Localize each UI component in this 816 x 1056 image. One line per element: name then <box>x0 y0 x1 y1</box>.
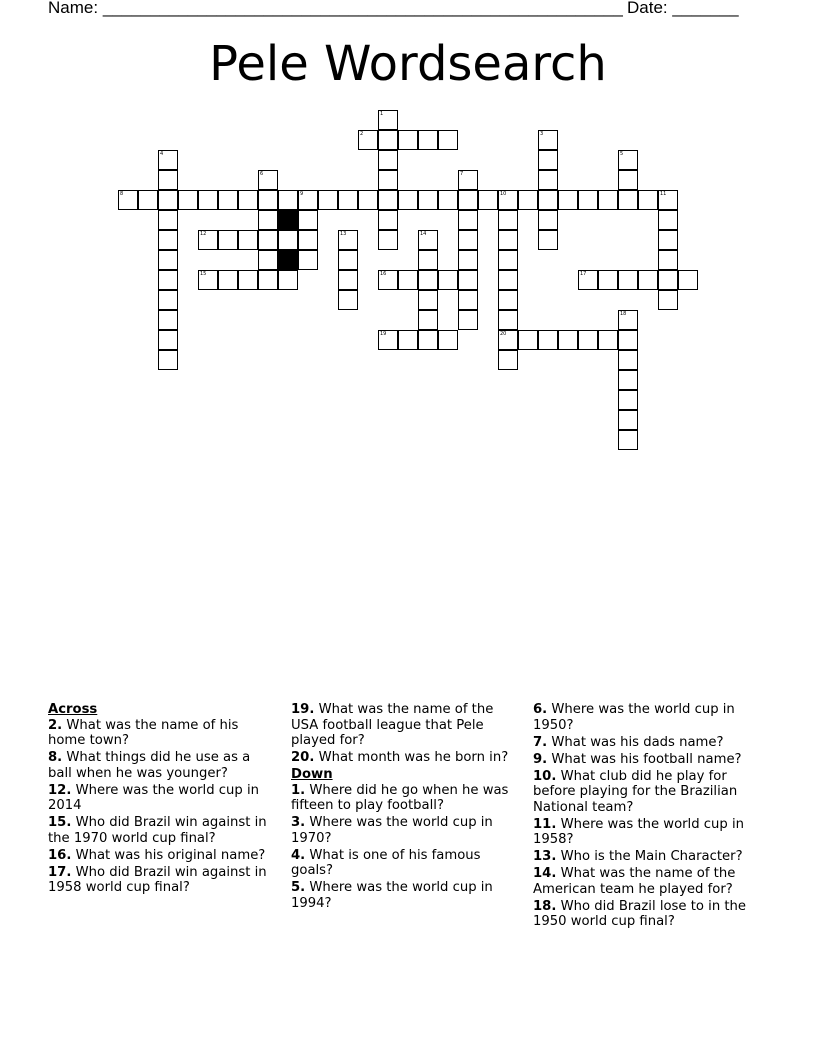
grid-cell[interactable] <box>238 230 258 250</box>
clue-item <box>533 702 763 733</box>
grid-cell[interactable] <box>258 250 278 270</box>
grid-cell[interactable] <box>658 190 678 210</box>
black-cell <box>278 210 298 230</box>
clue-item <box>533 752 763 768</box>
clues-column-3 <box>533 702 763 931</box>
clue-text: What is one of his famous goals? <box>291 847 481 878</box>
grid-cell[interactable] <box>418 190 438 210</box>
grid-cell[interactable] <box>638 270 658 290</box>
grid-cell[interactable] <box>118 190 138 210</box>
grid-cell[interactable] <box>158 190 178 210</box>
clue-item <box>533 735 763 751</box>
grid-cell[interactable] <box>418 250 438 270</box>
grid-cell[interactable] <box>378 130 398 150</box>
grid-cell[interactable] <box>258 210 278 230</box>
grid-cell[interactable] <box>598 330 618 350</box>
grid-cell[interactable] <box>358 190 378 210</box>
grid-cell[interactable] <box>678 270 698 290</box>
clue-number: 6 <box>260 171 264 177</box>
grid-cell[interactable] <box>498 190 518 210</box>
clue-number: 18 <box>620 311 627 317</box>
clue-text: Who did Brazil win against in the 1970 world cup final? <box>48 815 267 846</box>
clue-item <box>48 815 278 846</box>
grid-cell[interactable] <box>538 150 558 170</box>
grid-cell[interactable] <box>618 390 638 410</box>
clue-number-label: 14. <box>533 866 557 881</box>
grid-cell[interactable] <box>538 190 558 210</box>
grid-cell[interactable] <box>638 190 658 210</box>
grid-cell[interactable] <box>498 350 518 370</box>
grid-cell[interactable] <box>618 430 638 450</box>
clue-number: 7 <box>460 171 464 177</box>
grid-cell[interactable] <box>498 310 518 330</box>
clue-text: What was his dads name? <box>547 734 724 750</box>
clue-number-label: 9. <box>533 751 548 767</box>
grid-cell[interactable] <box>458 250 478 270</box>
grid-cell[interactable] <box>338 290 358 310</box>
clue-item <box>291 750 521 766</box>
across-clue-list-continued <box>291 702 521 766</box>
clue-number: 4 <box>160 151 164 157</box>
clue-text: Where was the world cup in 1958? <box>533 816 744 847</box>
grid-cell[interactable] <box>338 190 358 210</box>
clue-item <box>533 866 763 897</box>
clue-text: What was the name of the American team he played for? <box>533 866 736 897</box>
clue-number-label: 20. <box>291 750 315 765</box>
clue-number: 19 <box>380 331 387 337</box>
clue-number-label: 17. <box>48 864 72 880</box>
crossword-grid <box>0 0 816 470</box>
grid-cell[interactable] <box>418 130 438 150</box>
clue-number-label: 19. <box>291 702 315 717</box>
grid-cell[interactable] <box>518 330 538 350</box>
grid-cell[interactable] <box>498 330 518 350</box>
grid-cell[interactable] <box>598 270 618 290</box>
grid-cell[interactable] <box>418 290 438 310</box>
grid-cell[interactable] <box>258 230 278 250</box>
grid-cell[interactable] <box>618 330 638 350</box>
grid-cell[interactable] <box>278 270 298 290</box>
clue-number: 5 <box>620 151 624 157</box>
grid-cell[interactable] <box>398 330 418 350</box>
clue-number: 12 <box>200 231 207 237</box>
grid-cell[interactable] <box>618 370 638 390</box>
clue-item <box>48 718 278 749</box>
grid-cell[interactable] <box>618 410 638 430</box>
grid-cell[interactable] <box>378 150 398 170</box>
grid-cell[interactable] <box>158 290 178 310</box>
grid-cell[interactable] <box>658 290 678 310</box>
grid-cell[interactable] <box>238 190 258 210</box>
clue-item <box>533 899 763 930</box>
grid-cell[interactable] <box>478 190 498 210</box>
grid-cell[interactable] <box>158 170 178 190</box>
down-clue-list-continued <box>533 702 763 930</box>
clue-text: Who did Brazil win against in 1958 world cup final? <box>48 864 267 895</box>
clue-number: 2 <box>360 131 364 137</box>
grid-cell[interactable] <box>438 190 458 210</box>
clue-number-label: 6. <box>533 702 548 717</box>
grid-cell[interactable] <box>598 190 618 210</box>
grid-cell[interactable] <box>158 250 178 270</box>
grid-cell[interactable] <box>378 190 398 210</box>
clue-item <box>48 783 278 814</box>
grid-cell[interactable] <box>218 230 238 250</box>
clue-number-label: 11. <box>533 816 557 832</box>
grid-cell[interactable] <box>418 310 438 330</box>
grid-cell[interactable] <box>338 250 358 270</box>
grid-cell[interactable] <box>158 350 178 370</box>
clue-number-label: 1. <box>291 782 306 798</box>
clue-item <box>48 848 278 864</box>
grid-cell[interactable] <box>658 270 678 290</box>
grid-cell[interactable] <box>198 190 218 210</box>
grid-cell[interactable] <box>398 130 418 150</box>
clue-number-label: 10. <box>533 768 557 784</box>
grid-cell[interactable] <box>158 310 178 330</box>
clue-text: What things did he use as a ball when he was younger? <box>48 750 251 781</box>
clue-text: What month was he born in? <box>314 750 509 765</box>
clue-item <box>533 769 763 816</box>
grid-cell[interactable] <box>338 230 358 250</box>
grid-cell[interactable] <box>578 330 598 350</box>
grid-cell[interactable] <box>498 290 518 310</box>
grid-cell[interactable] <box>398 270 418 290</box>
grid-cell[interactable] <box>538 230 558 250</box>
clue-item <box>291 815 521 846</box>
clue-item <box>48 865 278 896</box>
clue-number: 14 <box>420 231 427 237</box>
grid-cell[interactable] <box>178 190 198 210</box>
grid-cell[interactable] <box>458 190 478 210</box>
grid-cell[interactable] <box>438 330 458 350</box>
grid-cell[interactable] <box>498 250 518 270</box>
grid-cell[interactable] <box>298 190 318 210</box>
grid-cell[interactable] <box>658 230 678 250</box>
grid-cell[interactable] <box>558 330 578 350</box>
clue-number: 17 <box>580 271 587 277</box>
black-cell <box>278 250 298 270</box>
clue-number: 3 <box>540 131 544 137</box>
clue-text: What was his original name? <box>71 847 266 863</box>
clue-text: What was the name of his home town? <box>48 717 239 748</box>
grid-cell[interactable] <box>378 230 398 250</box>
clue-text: Where was the world cup in 2014 <box>48 782 259 813</box>
grid-cell[interactable] <box>378 270 398 290</box>
name-label: Name: <box>48 0 99 17</box>
clue-text: What club did he play for before playing for the Brazilian National team? <box>533 768 738 815</box>
grid-cell[interactable] <box>418 230 438 250</box>
clue-number-label: 15. <box>48 815 72 830</box>
clues-column-2 <box>291 702 521 913</box>
grid-cell[interactable] <box>538 330 558 350</box>
clues-column-1 <box>48 702 278 897</box>
grid-cell[interactable] <box>458 270 478 290</box>
clue-item <box>48 750 278 781</box>
grid-cell[interactable] <box>438 270 458 290</box>
clue-number-label: 13. <box>533 849 557 864</box>
clue-number-label: 12. <box>48 782 72 798</box>
clue-number: 1 <box>380 111 384 117</box>
grid-cell[interactable] <box>378 210 398 230</box>
clue-text: Who did Brazil lose to in the 1950 world cup final? <box>533 898 747 929</box>
grid-cell[interactable] <box>158 210 178 230</box>
grid-cell[interactable] <box>378 110 398 130</box>
clue-item <box>291 783 521 814</box>
grid-cell[interactable] <box>518 190 538 210</box>
grid-cell[interactable] <box>258 270 278 290</box>
grid-cell[interactable] <box>538 210 558 230</box>
clue-item <box>533 817 763 848</box>
clue-text: What was his football name? <box>547 751 742 767</box>
grid-cell[interactable] <box>278 190 298 210</box>
grid-cell[interactable] <box>458 230 478 250</box>
grid-cell[interactable] <box>438 130 458 150</box>
clue-number: 16 <box>380 271 387 277</box>
grid-cell[interactable] <box>618 170 638 190</box>
grid-cell[interactable] <box>458 170 478 190</box>
grid-cell[interactable] <box>298 230 318 250</box>
across-heading: Across <box>48 702 98 717</box>
date-line: _______ <box>672 0 739 17</box>
grid-cell[interactable] <box>238 270 258 290</box>
clue-number-label: 18. <box>533 898 557 914</box>
clue-number-label: 8. <box>48 750 63 765</box>
clue-number: 8 <box>120 191 124 197</box>
clue-number: 10 <box>500 191 507 197</box>
clue-item <box>291 702 521 749</box>
grid-cell[interactable] <box>158 230 178 250</box>
grid-cell[interactable] <box>498 210 518 230</box>
clue-item <box>291 848 521 879</box>
clue-item <box>533 849 763 865</box>
grid-cell[interactable] <box>458 310 478 330</box>
grid-cell[interactable] <box>618 270 638 290</box>
grid-cell[interactable] <box>378 170 398 190</box>
grid-cell[interactable] <box>538 130 558 150</box>
name-line: _______________________________________________________ <box>102 0 623 17</box>
grid-cell[interactable] <box>618 310 638 330</box>
grid-cell[interactable] <box>658 250 678 270</box>
grid-cell[interactable] <box>578 190 598 210</box>
grid-cell[interactable] <box>218 270 238 290</box>
grid-cell[interactable] <box>358 130 378 150</box>
clue-number-label: 16. <box>48 847 72 863</box>
clue-number-label: 3. <box>291 815 306 830</box>
grid-cell[interactable] <box>158 270 178 290</box>
clue-text: Who is the Main Character? <box>556 849 743 864</box>
grid-cell[interactable] <box>498 230 518 250</box>
grid-cell[interactable] <box>298 210 318 230</box>
clue-number: 13 <box>340 231 347 237</box>
grid-cell[interactable] <box>338 270 358 290</box>
grid-cell[interactable] <box>578 270 598 290</box>
grid-cell[interactable] <box>198 270 218 290</box>
clue-number: 15 <box>200 271 207 277</box>
down-heading: Down <box>291 767 333 782</box>
across-clue-list <box>48 718 278 896</box>
grid-cell[interactable] <box>538 170 558 190</box>
grid-cell[interactable] <box>458 290 478 310</box>
grid-cell[interactable] <box>418 270 438 290</box>
grid-cell[interactable] <box>618 150 638 170</box>
grid-cell[interactable] <box>318 190 338 210</box>
clue-number-label: 4. <box>291 847 306 863</box>
grid-cell[interactable] <box>418 330 438 350</box>
grid-cell[interactable] <box>498 270 518 290</box>
grid-cell[interactable] <box>618 190 638 210</box>
grid-cell[interactable] <box>158 150 178 170</box>
grid-cell[interactable] <box>298 250 318 270</box>
clue-number-label: 2. <box>48 717 63 733</box>
clue-text: Where was the world cup in 1970? <box>291 815 493 846</box>
grid-cell[interactable] <box>658 210 678 230</box>
grid-cell[interactable] <box>198 230 218 250</box>
clue-number: 9 <box>300 191 304 197</box>
date-label: Date: <box>627 0 668 17</box>
clue-item <box>291 880 521 911</box>
clue-text: Where did he go when he was fifteen to play football? <box>291 782 509 813</box>
grid-cell[interactable] <box>278 230 298 250</box>
grid-cell[interactable] <box>558 190 578 210</box>
grid-cell[interactable] <box>138 190 158 210</box>
grid-cell[interactable] <box>398 190 418 210</box>
clue-number-label: 5. <box>291 880 306 895</box>
clue-number: 20 <box>500 331 507 337</box>
grid-cell[interactable] <box>158 330 178 350</box>
clue-text: Where was the world cup in 1994? <box>291 880 493 911</box>
grid-cell[interactable] <box>258 170 278 190</box>
clue-text: Where was the world cup in 1950? <box>533 702 735 733</box>
page-title: Pele Wordsearch <box>209 36 607 92</box>
clue-text: What was the name of the USA football league that Pele played for? <box>291 702 494 748</box>
grid-cell[interactable] <box>378 330 398 350</box>
down-clue-list <box>291 783 521 912</box>
grid-cell[interactable] <box>218 190 238 210</box>
clue-number-label: 7. <box>533 734 548 750</box>
clue-number: 11 <box>660 191 667 197</box>
grid-cell[interactable] <box>618 350 638 370</box>
grid-cell[interactable] <box>258 190 278 210</box>
grid-cell[interactable] <box>458 210 478 230</box>
